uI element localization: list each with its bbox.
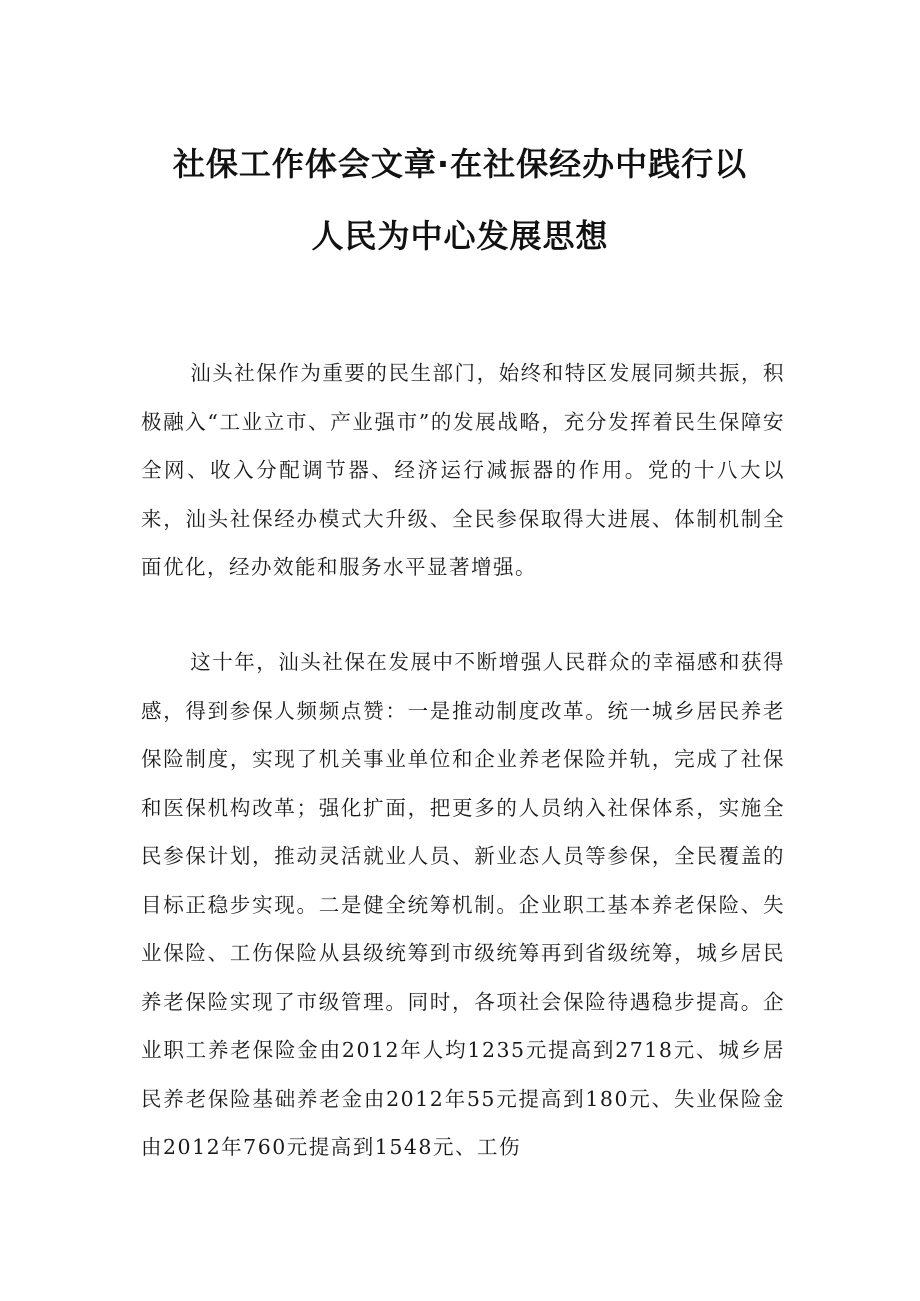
document-title-line-2: 人民为中心发展思想 — [311, 217, 609, 255]
body-paragraph-1: 汕头社保作为重要的民生部门，始终和特区发展同频共振，积极融入“工业立市、产业强市”的发展战略，充分发挥着民生保障安全网、收入分配调节器、经济运行减振器的作用。党的十八大以来，汕头社保经办模式大升级、全民参保取得大进展、体制机制全面优化，经办效能和服务水平显著增强。 — [141, 361, 785, 579]
document-title-line-1: 社保工作体会文章·在社保经办中践行以 — [172, 145, 748, 183]
body-paragraph-2: 这十年，汕头社保在发展中不断增强人民群众的幸福感和获得感，得到参保人频频点赞：一是推动制度改革。统一城乡居民养老保险制度，实现了机关事业单位和企业养老保险并轨，完成了社保和医保机构改革；强化扩面，把更多的人员纳入社保体系，实施全民参保计划，推动灵活就业人员、新业态人员等参保，全民覆盖的目标正稳步实现。二是健全统筹机制。企业职工基本养老保险、失业保险、工伤保险从县级统筹到市级统筹再到省级统筹，城乡居民养老保险实现了市级管理。同时，各项社会保险待遇稳步提高。企业职工养老保险金由2012年人均1235元提高到2718元、城乡居民养老保险基础养老金由2012年55元提高到180元、失业保险金由2012年760元提高到1548元、工伤 — [141, 650, 785, 1159]
